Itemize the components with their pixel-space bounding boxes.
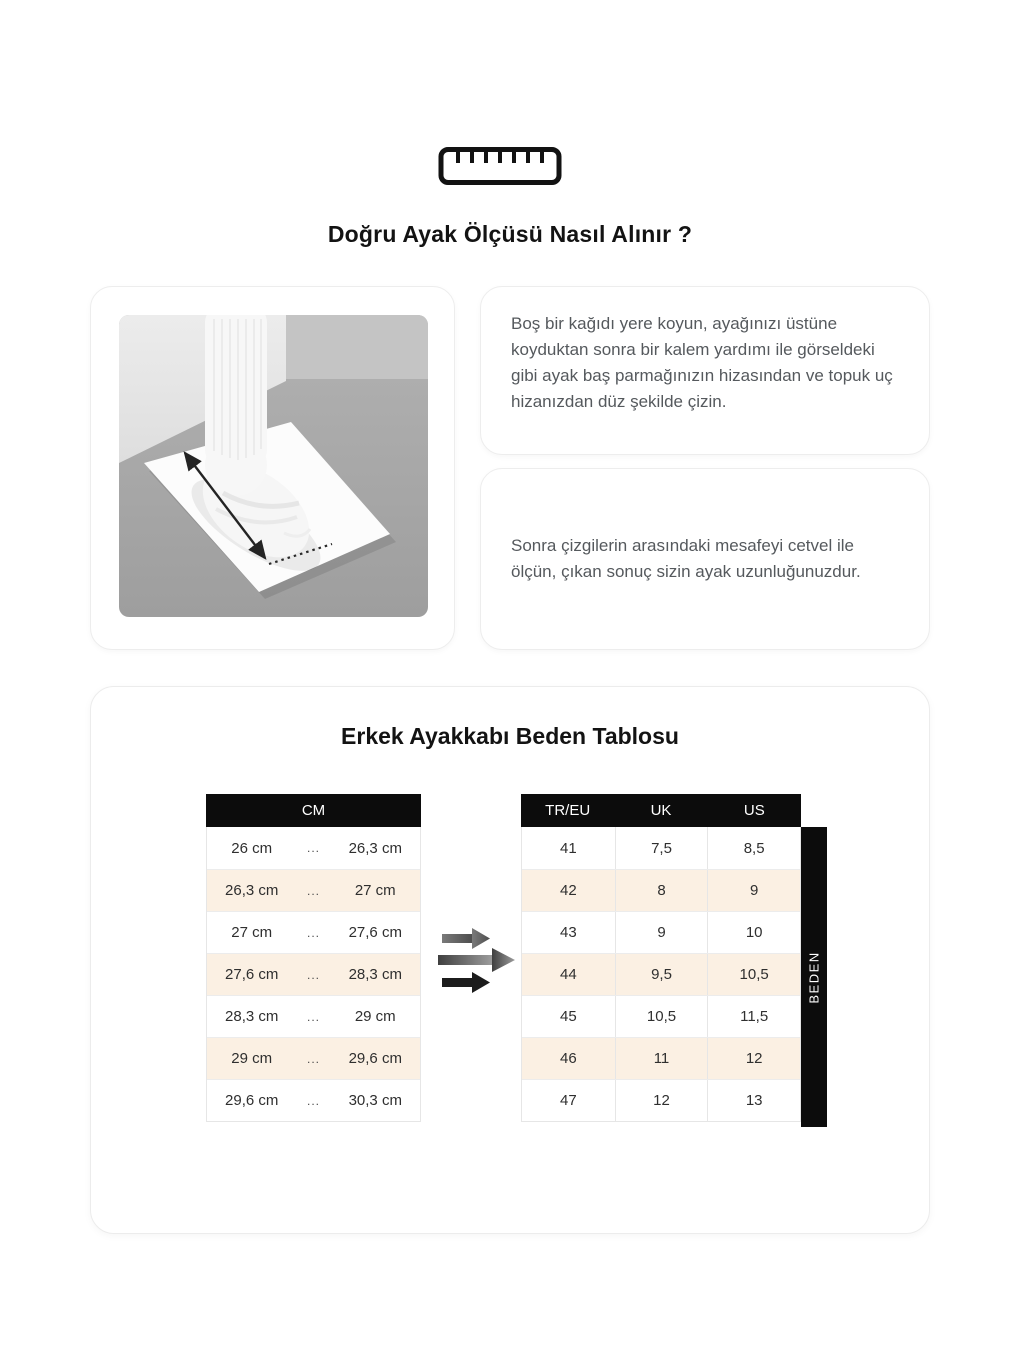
cm-table-row [207,995,420,1037]
cm-to-value: 29 cm [354,1008,396,1025]
range-dots: ... [306,841,320,855]
range-dots: ... [306,1093,320,1108]
us-value: 13 [707,1080,800,1121]
cm-from-value: 27 cm [231,924,273,941]
instruction-step-2: Sonra çizgilerin arasındaki mesafeyi cetvel ile ölçün, çıkan sonuç sizin ayak uzunluğunuzdur. [511,536,861,581]
us-value: 10 [707,912,800,953]
tr-eu-value: 42 [559,882,577,899]
cm-to-value: 28,3 cm [348,966,402,983]
tr-eu-column-header: TR/EU [545,802,591,819]
cm-table-row [207,911,420,953]
tr-eu-value: 43 [559,924,577,941]
tr-eu-value: 46 [559,1050,577,1067]
size-table-row [522,869,800,911]
cm-table-body [206,827,421,1122]
size-conversion-table [521,794,801,1122]
size-table-row [522,1079,800,1121]
tr-eu-value: 47 [559,1092,577,1109]
cm-table-row [207,953,420,995]
cm-to-value: 27,6 cm [348,924,402,941]
transfer-arrows-icon [437,919,517,999]
measurement-guide-section [90,286,930,650]
range-dots: ... [306,1051,320,1066]
ruler-icon [438,146,562,186]
size-table-row [522,995,800,1037]
cm-from-value: 28,3 cm [225,1008,279,1025]
size-table-body [521,827,801,1122]
size-table-row [522,953,800,995]
page-title: Doğru Ayak Ölçüsü Nasıl Alınır ? [327,221,693,247]
size-table-header [521,794,801,827]
tr-eu-value: 41 [559,839,577,857]
photo-card [90,286,455,650]
cm-from-value: 26,3 cm [225,882,279,899]
cm-table-header: CM [206,794,421,827]
cm-to-value: 27 cm [354,882,396,899]
cm-table-row [207,1079,420,1121]
instruction-card-2 [480,468,930,650]
cm-table-row [207,1037,420,1079]
size-table-row [522,911,800,953]
uk-value: 9,5 [615,954,708,995]
range-dots: ... [306,967,320,982]
us-value: 11,5 [707,996,800,1037]
range-dots: ... [306,883,320,898]
cm-from-value: 29 cm [231,1050,273,1067]
beden-label: BEDEN [806,950,822,1004]
size-chart-card [90,686,930,1234]
us-value: 8,5 [707,827,800,869]
us-column-header: US [743,802,765,819]
uk-value: 10,5 [615,996,708,1037]
cm-from-value: 26 cm [231,839,273,857]
uk-value: 8 [615,870,708,911]
uk-value: 9 [615,912,708,953]
instruction-card-1 [480,286,930,455]
cm-from-value: 27,6 cm [225,966,279,983]
cm-table-row [207,827,420,869]
size-table-row [522,1037,800,1079]
uk-value: 7,5 [615,827,708,869]
us-value: 10,5 [707,954,800,995]
range-dots: ... [306,1009,320,1024]
beden-side-bar [801,827,827,1127]
range-dots: ... [306,925,320,940]
cm-to-value: 26,3 cm [348,839,402,857]
instruction-cards [480,286,930,650]
size-table-row [522,827,800,869]
tr-eu-value: 44 [559,966,577,983]
tr-eu-value: 45 [559,1008,577,1025]
cm-to-value: 29,6 cm [348,1050,402,1067]
uk-value: 12 [615,1080,708,1121]
size-chart-title: Erkek Ayakkabı Beden Tablosu [341,723,679,749]
instruction-step-1: Boş bir kağıdı yere koyun, ayağınızı üstüne koyduktan sonra bir kalem yardımı ile görseldeki gibi ayak baş parmağınızın hizasından ve topuk uç hizanızdan düz şekilde çizin. [511,314,893,411]
cm-from-value: 29,6 cm [225,1092,279,1109]
us-value: 9 [707,870,800,911]
cm-table [206,794,421,1122]
uk-column-header: UK [650,802,672,819]
cm-table-row [207,869,420,911]
uk-value: 11 [615,1038,708,1079]
foot-measurement-photo [119,315,428,617]
us-value: 12 [707,1038,800,1079]
cm-to-value: 30,3 cm [348,1092,402,1109]
